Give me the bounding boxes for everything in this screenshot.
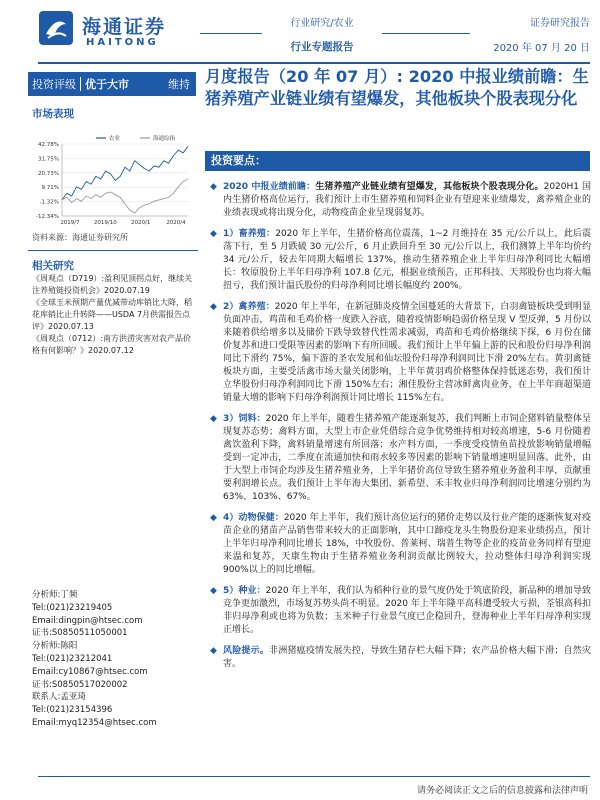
analyst-line: 分析师:陈阳 — [32, 641, 78, 652]
chart-x-tick-label: 2020/4 — [166, 220, 186, 226]
chart-series-line-海通综指 — [62, 179, 188, 213]
chart-x-tick-label: 2019/7 — [60, 220, 80, 226]
haitong-logo — [38, 10, 188, 52]
doc-type-label: 证券研究报告 — [530, 18, 590, 29]
report-type-label: 行业专题报告 — [290, 41, 354, 53]
left-divider — [28, 250, 198, 251]
analyst-line: 联系人:孟亚琦 — [32, 692, 86, 703]
paragraph-text: 2020 年上半年，我们预计高位运行的猪价走势以及行业产能的逐渐恢复对疫苗企业的猪苗产品销售带来较大的正面影响，其中口蹄疫龙头生物股份迎来业绩拐点，预计上半年归母净利同比增长 18%，中牧股份、普莱柯、瑞普生物等企业的疫苗业务同样有望迎来温和复苏，天康生物由于生猪养殖业务利润贡献比例较大，拉动整体归母净利润实现 900%以上的同比增幅。 — [223, 513, 591, 575]
analyst-line: 证书:S0850517020002 — [32, 679, 128, 690]
chart-series-line-农业 — [62, 146, 188, 200]
related-research-list — [32, 273, 197, 357]
chart-x-tick-label: 2019/10 — [93, 220, 117, 226]
chart-y-tick-label: -1.32% — [39, 199, 59, 206]
bullet-icon: ◆ — [210, 302, 217, 312]
bullet-icon: ◆ — [210, 182, 217, 192]
paragraph-lead: 3）饲料： — [223, 414, 266, 424]
paragraph-bold: 生猪养殖产业链业绩有望爆发，其他板块个股表现分化。 — [315, 182, 544, 192]
paragraph-text: 非洲猪瘟疫情发展失控，导致生猪存栏大幅下降；农产品价格大幅下滑；自然灾害。 — [223, 646, 591, 669]
bullet-icon: ◆ — [210, 586, 217, 596]
chart-source: 资料来源：海通证券研究所 — [32, 233, 128, 242]
related-item[interactable]: 《周观点（0712）:南方洪涝灾害对农产品价格有何影响？》2020.07.12 — [32, 334, 192, 355]
paragraph-text: 2020H1 国内生猪价格高位运行，我们预计上市生猪养殖和饲料企业有望迎来业绩爆发，禽养殖企业的业绩表现或将出现分化，动物疫苗企业呈现弱复苏。 — [223, 182, 591, 218]
logo-english-name: HAITONG — [86, 37, 159, 48]
rating-value: 优于大市 — [85, 78, 129, 91]
analyst-line: Tel:(021)23219405 — [32, 602, 113, 613]
paragraph-lead: 5）种业： — [223, 586, 266, 596]
report-body — [207, 181, 591, 679]
analyst-info — [32, 589, 197, 730]
report-header — [0, 0, 600, 62]
chart-x-tick-label: 2020/1 — [130, 220, 151, 226]
rating-bar — [28, 72, 196, 96]
summary-paragraph — [207, 585, 591, 637]
header-category — [262, 14, 382, 54]
paragraph-text: 2020 年上半年，在新冠肺炎疫情全国蔓延的大背景下，白羽禽链板块受到明显负面冲击，鸡苗和毛鸡价格一度跌入谷底，随着疫情影响趋弱价格呈现 V 型反弹，5 月份以来随着供给增多以及储价下跌导致替代性需求减弱，鸡苗和毛鸡价格继续下探，6 月份在储价复苏和进口受限等因素的影响下有所回暖。我们预计上半年偏上游的民和股份归母净利润同比下滑约 75%，偏下游的圣农发展和仙坛股份归母净利润同比下滑 20%左右。黄羽禽链板块方面，主要受活禽市场大量关闭影响，上半年黄羽鸡价格整体保持低迷态势，我们预计立华股份归母净利润同比下滑 150%左右；湘佳股份主营冰鲜禽肉业务，在上半年商超渠道销量大增的影响下归母净利润预计同比增长 115%左右。 — [223, 302, 591, 403]
paragraph-lead: 4）动物保健： — [223, 513, 284, 523]
chart-y-tick-label: 42.78% — [38, 142, 59, 148]
paragraph-lead: 风险提示。 — [223, 646, 270, 656]
header-divider — [38, 62, 590, 64]
related-item[interactable]: 《全球玉米预期产量优减带动库销比大降，稻花库销比止升转降——USDA 7月供需报告点评》2020.07.13 — [32, 298, 192, 331]
rating-label: 投资评级 — [32, 78, 76, 91]
haitong-logo-icon — [38, 10, 74, 46]
chart-y-tick-label: 9.71% — [41, 185, 59, 192]
disclaimer-note: 请务必阅读正文之后的信息披露和法律声明 — [416, 786, 588, 796]
chart-y-tick-label: 31.75% — [38, 156, 59, 163]
bullet-icon: ◆ — [210, 229, 217, 239]
paragraph-lead: 2）禽养殖： — [223, 302, 275, 312]
analyst-email[interactable]: Email:dingpin@htsec.com — [32, 615, 143, 626]
analyst-email[interactable]: Email:myq12354@htsec.com — [32, 717, 157, 728]
market-performance-title: 市场表现 — [32, 108, 74, 120]
paragraph-text: 2020 年上半年，生猪价格高位震荡，1~2 月维持在 35 元/公斤以上，此后震荡下行，至 5 月跌破 30 元/公斤，6 月止跌回升至 30 元/公斤以上，我们测算上半年均价约 34 元/公斤，较去年同期大幅增长 137%，推动生猪养殖企业上半年归母净利同比大幅增长：牧原股份上半年归母净利 107.8 亿元，根据业绩预告，正邦科技、天邦股份也均将大幅扭亏，我们预计温氏股份的归母净利同比增长幅度约 200%。 — [223, 229, 592, 291]
summary-paragraph — [207, 301, 591, 405]
footer-divider — [38, 776, 590, 777]
related-item[interactable]: 《周观点（D719）:盈利见顶拐点好，继续关注养殖链投资机会》2020.07.19 — [32, 274, 193, 295]
analyst-line: 证书:S0850511050001 — [32, 628, 128, 639]
paragraph-lead: 1）畜养殖： — [223, 229, 276, 239]
analyst-line: 分析师:丁频 — [32, 590, 78, 600]
summary-paragraph — [207, 413, 591, 504]
chart-y-tick-label: -12.34% — [36, 214, 59, 220]
investment-summary-heading: 投资要点： — [205, 151, 590, 171]
paragraph-lead: 2020 中报业绩前瞻： — [223, 182, 316, 192]
report-title: 月度报告（20 年 07 月）: 2020 中报业绩前瞻：生猪养殖产业链业绩有望爆发，其他板块个股表现分化 — [205, 67, 589, 108]
rating-status: 维持 — [168, 78, 190, 91]
analyst-line: Tel:(021)23154396 — [32, 705, 113, 716]
risk-paragraph — [207, 645, 591, 671]
bullet-icon: ◆ — [210, 646, 217, 656]
analyst-line: Tel:(021)23212041 — [32, 653, 113, 664]
paragraph-text: 2020 年上半年，我们认为稻种行业的景气度仍处于筑底阶段，新品种的增加导致竞争更加激烈，市场复苏势头尚不明显。2020 年上半年隆平高科遭受较大亏损，荃银高科扣非归母净利或也将为负数；玉米种子行业景气度已企稳回升，登海种业上半年归母净利实现正增长。 — [223, 586, 591, 635]
summary-paragraph — [207, 228, 591, 293]
summary-paragraph — [207, 512, 591, 577]
summary-paragraph — [207, 181, 591, 220]
header-meta — [470, 14, 590, 54]
chart-y-tick-label: 20.73% — [38, 170, 59, 177]
bullet-icon: ◆ — [210, 513, 217, 523]
chart-legend-label: 海通综指 — [153, 136, 176, 142]
category-label: 行业研究/农业 — [290, 18, 354, 29]
chart-legend-label: 农业 — [109, 136, 121, 142]
paragraph-text: 2020 年上半年，随着生猪养殖产能逐渐复苏，我们判断上市饲企猪料销量整体呈现复苏态势；禽料方面，大型上市企业凭借综合竞争优势维持相对较高增速，5-6 月份随着禽饮盈利下降，禽料销量增速有所回落；水产料方面，一季度受疫情鱼苗投放影响销量增幅受到一定冲击，二季度在流通加快和雨水较多等因素的影响下销量增速明显回落。此外，由于大型上市饲企均涉及生猪养殖业务，上半年猪价高位导致生猪养殖业务盈利丰厚，贡献重要利润增长点。我们预计上半年海大集团、新希望、禾丰牧业归母净利润同比增速分别约为 63%、103%、67%。 — [223, 414, 591, 502]
related-research-title: 相关研究 — [32, 260, 74, 272]
bullet-icon: ◆ — [210, 414, 217, 424]
logo-chinese-name: 海通证券 — [82, 16, 167, 38]
analyst-email[interactable]: Email:cy10867@htsec.com — [32, 666, 148, 677]
market-performance-chart — [28, 132, 198, 232]
report-date: 2020 年 07 月 20 日 — [493, 43, 590, 54]
